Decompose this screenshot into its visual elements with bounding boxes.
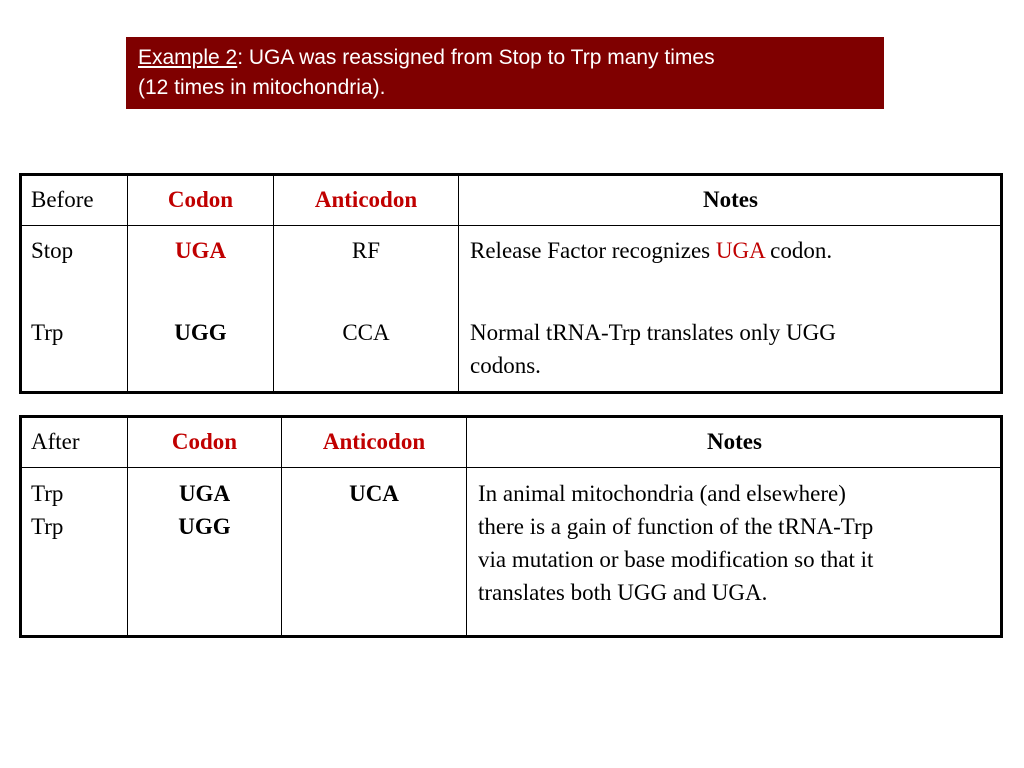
- before-header-notes: Notes: [459, 175, 1003, 226]
- before-note-release-factor: Release Factor recognizes UGA codon.: [470, 238, 833, 263]
- before-note-normal-trna: Normal tRNA-Trp translates only UGG: [470, 320, 836, 345]
- after-notes-cell: [467, 468, 1003, 637]
- before-table: [19, 174, 1003, 393]
- before-codon-ugg: UGG: [174, 320, 227, 345]
- after-note-line-3: via mutation or base modification so that it: [478, 547, 874, 572]
- before-anticodon-rf: RF: [351, 238, 381, 263]
- banner-line-1-text: : UGA was reassigned from Stop to Trp many times: [237, 46, 715, 69]
- example-banner: [126, 37, 884, 109]
- before-codon-cell: [128, 226, 274, 393]
- before-header-codon: Codon: [128, 175, 274, 226]
- after-header-label: After: [20, 417, 128, 468]
- before-anticodon-cell: [274, 226, 459, 393]
- after-codon-ugg: UGG: [178, 514, 231, 539]
- after-note-line-4: translates both UGG and UGA.: [478, 580, 768, 605]
- example-link[interactable]: Example 2: [138, 46, 238, 69]
- after-label-trp-1: Trp: [31, 481, 64, 506]
- after-anticodon-uca: UCA: [349, 481, 399, 506]
- after-header-notes: Notes: [467, 417, 1003, 468]
- after-table: [19, 416, 1003, 637]
- after-codon-cell: [128, 468, 282, 637]
- banner-line-1: [138, 43, 872, 73]
- before-codon-uga: UGA: [174, 238, 227, 263]
- after-label-cell: [20, 468, 128, 637]
- before-label-trp: Trp: [31, 320, 64, 345]
- after-note-line-1: In animal mitochondria (and elsewhere): [478, 481, 846, 506]
- before-label-cell: [20, 226, 128, 393]
- before-label-stop: Stop: [31, 238, 74, 263]
- before-anticodon-cca: CCA: [342, 320, 390, 345]
- before-header-row: [20, 175, 1003, 226]
- after-label-trp-2: Trp: [31, 514, 64, 539]
- after-header-anticodon: Anticodon: [282, 417, 467, 468]
- after-header-row: [20, 417, 1003, 468]
- after-body-row: [20, 468, 1003, 637]
- after-codon-uga: UGA: [178, 481, 231, 506]
- before-note-normal-trna-2: codons.: [470, 353, 541, 378]
- before-notes-cell: [459, 226, 1003, 393]
- banner-line-2: (12 times in mitochondria).: [138, 76, 386, 99]
- before-header-anticodon: Anticodon: [274, 175, 459, 226]
- before-body-row: [20, 226, 1003, 393]
- before-header-label: Before: [20, 175, 128, 226]
- before-note-uga-highlight: UGA: [715, 238, 765, 263]
- after-note-line-2: there is a gain of function of the tRNA-Trp: [478, 514, 874, 539]
- after-anticodon-cell: [282, 468, 467, 637]
- after-header-codon: Codon: [128, 417, 282, 468]
